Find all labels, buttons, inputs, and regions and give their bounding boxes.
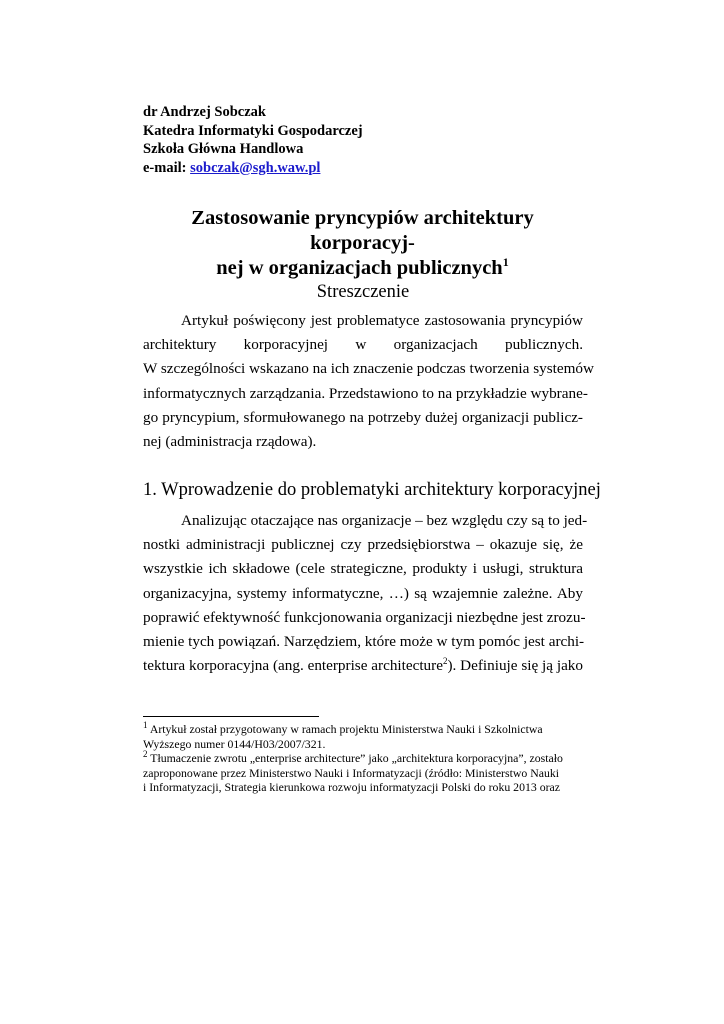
abstract-heading: Streszczenie [316,282,410,302]
body-line-text: tektura korporacyjna (ang. enterprise architecture [143,657,443,675]
footnote-mark-1: 1 [143,720,148,731]
footnote-text: Tłumaczenie zwrotu „enterprise architecture” jako „architektura korporacyjna”, zostało [150,751,563,765]
footnote-separator [143,716,319,717]
abstract-line: W szczególności wskazano na ich znaczenie podczas tworzenia systemów [143,360,594,378]
title-line-2-text: nej w organizacjach publicznych [216,257,503,279]
title-footnote-mark[interactable]: 1 [502,255,509,270]
body-line: organizacyjna, systemy informatyczne, …) są wzajemnie zależne. Aby [143,584,583,602]
body-line [143,654,583,678]
footnote-line [143,751,588,766]
abstract-line: go pryncypium, sformułowanego na potrzeby dużej organizacji publicz- [143,408,583,426]
section-1-heading: 1. Wprowadzenie do problematyki architektury korporacyjnej [143,480,601,500]
footnote-mark-2: 2 [143,749,148,760]
footnote-1 [143,722,588,751]
paper-title [140,206,585,281]
abstract-line: Artykuł poświęcony jest problematyce zastosowania pryncypiów [181,312,583,329]
body-line-text-end: ). Definiuje się ją jako [447,657,583,675]
body-line: poprawić efektywność funkcjonowania organizacji niezbędne jest zrozu- [143,608,586,626]
author-school: Szkoła Główna Handlowa [143,141,304,157]
abstract-line: nej (administracja rządowa). [143,432,317,450]
footnote-line: Wyższego numer 0144/H03/2007/321. [143,736,326,751]
footnote-text: Artykuł został przygotowany w ramach projektu Ministerstwa Nauki i Szkolnictwa [149,722,543,736]
body-line: nostki administracji publicznej czy przedsiębiorstwa – okazuje się, że [143,536,583,554]
abstract-paragraph [143,309,594,454]
abstract-line: informatycznych zarządzania. Przedstawiono to na przykładzie wybrane- [143,384,588,402]
author-name: dr Andrzej Sobczak [143,104,266,120]
body-line: wszystkie ich składowe (cele strategiczne, produkty i usługi, struktura [143,560,583,578]
body-line: Analizując otaczające nas organizacje – bez względu czy są to jed- [181,512,588,529]
section-1-paragraph [143,509,588,678]
author-department: Katedra Informatyki Gospodarczej [143,122,363,139]
footnote-2 [143,751,588,795]
footnote-ref-2[interactable]: 2 [442,656,448,667]
abstract-line: architektury korporacyjnej w organizacjach publicznych. [143,336,583,354]
title-line-1: Zastosowanie pryncypiów architektury korporacyj- [191,207,534,254]
body-line: mienie tych powiązań. Narzędziem, które może w tym pomóc jest archi- [143,632,585,650]
email-link[interactable]: sobczak@sgh.waw.pl [190,159,321,176]
author-block [143,103,363,177]
title-line-2 [140,256,585,281]
author-email-row [143,159,363,178]
email-label: e-mail: [143,159,187,176]
footnote-line: zaproponowane przez Ministerstwo Nauki i Informatyzacji (źródło: Ministerstwo Nauki [143,765,560,780]
footnote-line: i Informatyzacji, Strategia kierunkowa rozwoju informatyzacji Polski do roku 2013 oraz [143,780,561,795]
footnote-line [143,722,588,737]
